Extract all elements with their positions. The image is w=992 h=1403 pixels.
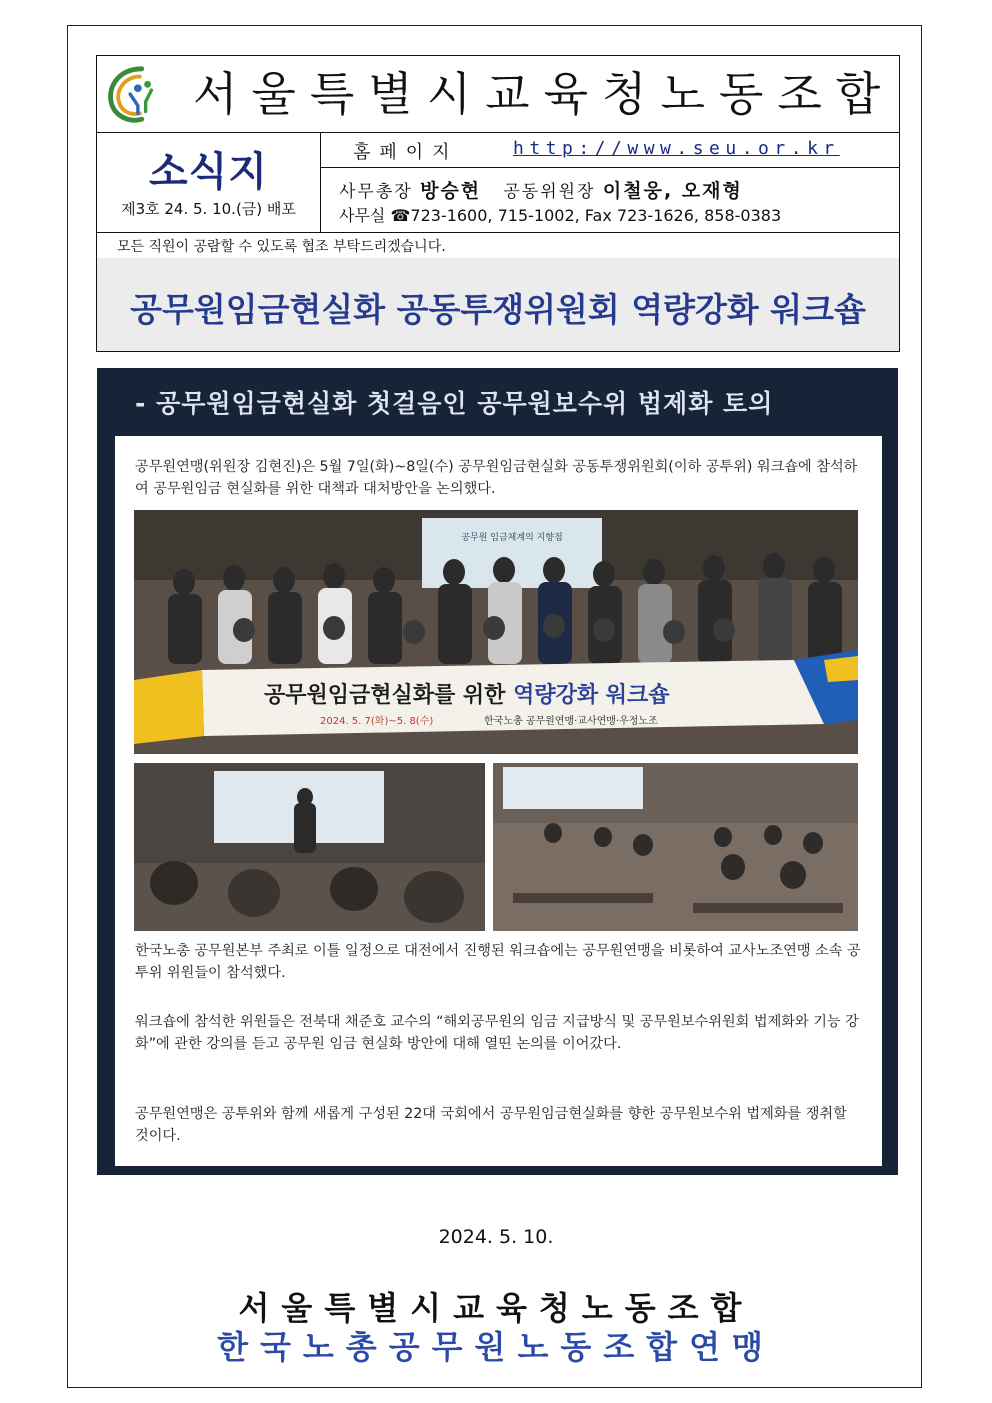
homepage-label: 홈페이지 bbox=[353, 142, 459, 163]
newsletter-badge bbox=[97, 132, 321, 232]
header-title-row bbox=[97, 56, 899, 133]
newsletter-header bbox=[96, 55, 900, 352]
header-info-row bbox=[97, 132, 899, 233]
officers-line bbox=[339, 176, 743, 203]
headline: 공무원임금현실화 공동투쟁위원회 역량강화 워크숍 bbox=[130, 290, 866, 329]
secretary-label: 사무총장 bbox=[339, 182, 421, 202]
notice-text: 모든 직원이 공람할 수 있도록 협조 부탁드리겠습니다. bbox=[117, 239, 446, 255]
paragraph-4: 공무원연맹은 공투위와 함께 새롭게 구성된 22대 국회에서 공무원임금현실화를 향한 공무원보수위 법제화를 쟁취할 것이다. bbox=[135, 1106, 847, 1144]
article-body bbox=[115, 436, 882, 1166]
banner-accent-text: 역량강화 워크숍 bbox=[513, 683, 670, 708]
paragraph-2: 한국노총 공무원본부 주최로 이틀 일정으로 대전에서 진행된 워크숍에는 공무원연맹을 비롯하여 교사노조연맹 소속 공투위 위원들이 참석했다. bbox=[135, 943, 861, 981]
svg-text:공무원임금현실화를 위한 역량강화 워크숍 bbox=[264, 682, 670, 708]
homepage-link[interactable]: http://www.seu.or.kr bbox=[513, 138, 840, 159]
issue-line: 제3호 24. 5. 10.(금) 배포 bbox=[121, 200, 296, 218]
signature-union: 서울특별시교육청노동조합 bbox=[238, 1289, 754, 1327]
newsletter-name: 소식지 bbox=[149, 149, 268, 195]
article-subtitle: - 공무원임금현실화 첫걸음인 공무원보수위 법제화 토의 bbox=[135, 389, 774, 418]
paragraph-1: 공무원연맹(위원장 김현진)은 5월 7일(화)~8일(수) 공무원임금현실화 공동투쟁위원회(이하 공투위) 워크숍에 참석하여 공무원임금 현실화를 위한 대책과 대처방안을 논의했다. bbox=[135, 459, 858, 497]
article-panel bbox=[97, 368, 898, 1175]
org-title: 서울특별시교육청노동조합 bbox=[193, 67, 895, 121]
notice-row bbox=[97, 232, 899, 259]
banner-org: 한국노총 공무원연맹·교사연맹·우정노조 bbox=[484, 716, 658, 727]
lecture-photo bbox=[134, 763, 485, 931]
office-contact: 사무실 ☎723-1600, 715-1002, Fax 723-1626, 858-0383 bbox=[339, 206, 782, 225]
banner-main-text: 공무원임금현실화를 위한 bbox=[264, 683, 514, 708]
audience-photo bbox=[493, 763, 858, 931]
union-logo-icon bbox=[103, 62, 165, 126]
group-photo bbox=[134, 510, 858, 754]
paragraph-3: 워크숍에 참석한 위원들은 전북대 채준호 교수의 “해외공무원의 임금 지급방식 및 공무원보수위원회 법제화와 기능 강화”에 관한 강의를 듣고 공무원 임금 현실화 방안에 대해 열띤 논의를 이어갔다. bbox=[135, 1014, 859, 1052]
secretary-name: 방승현 bbox=[420, 180, 482, 202]
signature-federation: 한국노총공무원노동조합연맹 bbox=[217, 1328, 775, 1366]
screen-text: 공무원 임금체계의 지향점 bbox=[461, 533, 563, 543]
headline-row bbox=[97, 258, 899, 351]
banner-date: 2024. 5. 7(화)~5. 8(수) bbox=[320, 716, 434, 727]
co-chair-names: 이철웅, 오재형 bbox=[602, 180, 743, 202]
homepage-row bbox=[321, 132, 899, 168]
co-chair-label: 공동위원장 bbox=[481, 182, 603, 202]
issue-date: 2024. 5. 10. bbox=[438, 1226, 554, 1248]
